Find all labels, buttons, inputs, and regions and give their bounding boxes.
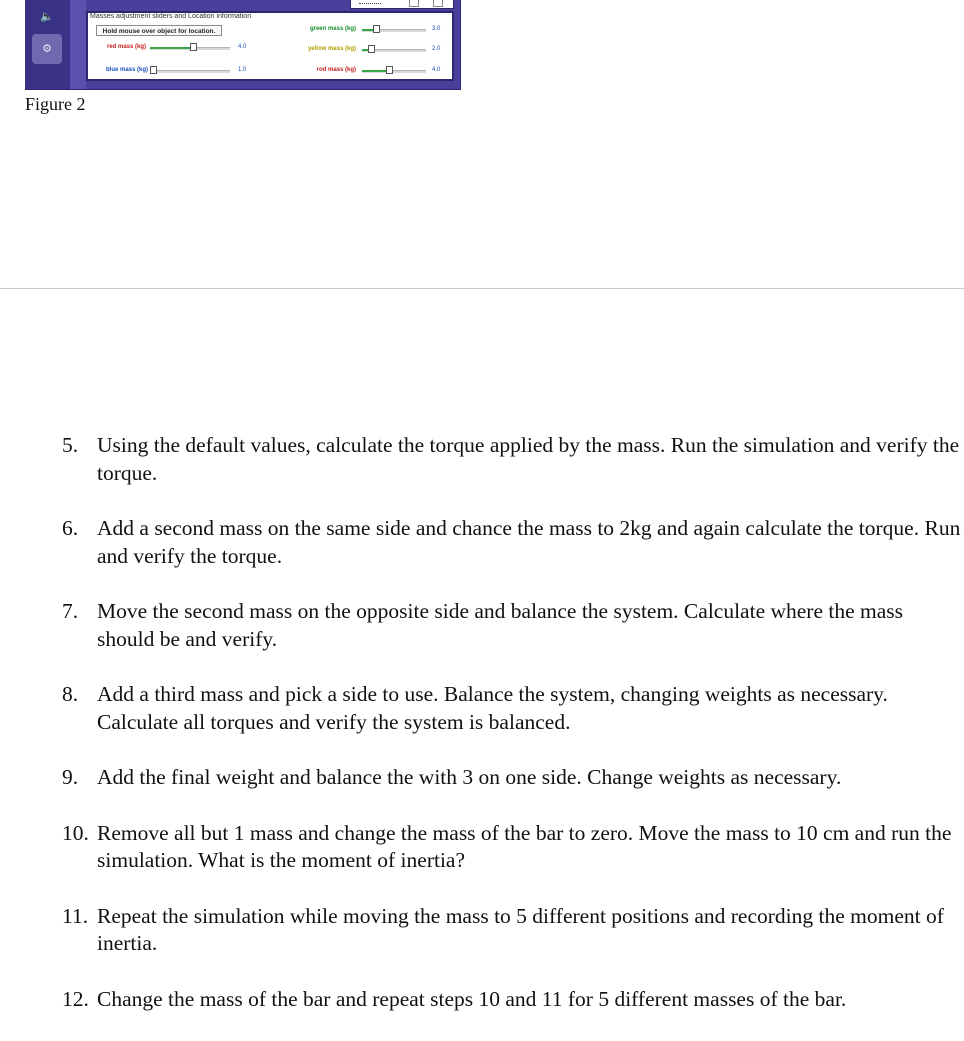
rod-mass-thumb[interactable] — [386, 66, 393, 74]
green-mass-value: 3.0 — [432, 26, 441, 32]
mass-sliders-panel — [86, 11, 454, 81]
step-number: 12. — [62, 986, 89, 1011]
rod-mass-slider-row — [268, 66, 448, 76]
top-readout-box — [350, 0, 454, 9]
readout-checkbox[interactable] — [433, 0, 443, 7]
instruction-list — [62, 432, 962, 1041]
readout-checkbox[interactable] — [409, 0, 419, 7]
blue-mass-thumb[interactable] — [150, 66, 157, 74]
blue-mass-label: blue mass (kg) — [105, 67, 148, 73]
green-mass-thumb[interactable] — [373, 25, 380, 33]
speaker-icon[interactable]: 🔈 — [40, 10, 54, 23]
green-mass-fill — [362, 29, 373, 31]
list-item — [62, 764, 962, 792]
list-item — [62, 681, 962, 736]
readout-dash — [359, 1, 381, 4]
red-mass-value: 4.0 — [238, 44, 247, 50]
step-text: Add a second mass on the same side and chance the mass to 2kg and again calculate the torque. Run and verify the torque. — [97, 516, 961, 568]
horizontal-divider — [0, 288, 964, 289]
red-mass-thumb[interactable] — [190, 43, 197, 51]
yellow-mass-value: 2.0 — [432, 46, 441, 52]
step-text: Add a third mass and pick a side to use. Balance the system, changing weights as necessary. Calculate all torques and verify the system is balanced. — [97, 682, 888, 734]
step-number: 8. — [62, 682, 79, 706]
list-item — [62, 903, 962, 958]
step-text: Remove all but 1 mass and change the mass of the bar to zero. Move the mass to 10 cm and run the simulation. What is the moment of inertia? — [97, 820, 952, 872]
list-item — [62, 432, 962, 487]
green-mass-slider-row — [268, 25, 448, 35]
rod-mass-value: 4.0 — [432, 67, 441, 73]
red-mass-label: red mass (kg) — [106, 44, 146, 50]
blue-mass-track[interactable] — [150, 70, 230, 73]
rod-mass-label: rod mass (kg) — [316, 67, 356, 73]
rod-mass-fill — [362, 70, 386, 72]
step-number: 9. — [62, 765, 79, 789]
red-mass-slider-row — [88, 43, 258, 53]
blue-mass-value: 1.0 — [238, 67, 247, 73]
step-number: 11. — [62, 903, 89, 928]
step-text: Change the mass of the bar and repeat steps 10 and 11 for 5 different masses of the bar. — [97, 986, 847, 1011]
step-number: 5. — [62, 433, 79, 457]
yellow-mass-slider-row — [268, 45, 448, 55]
step-number: 10. — [62, 820, 89, 845]
step-text: Move the second mass on the opposite side and balance the system. Calculate where the mass should be and verify. — [97, 599, 904, 651]
blue-mass-slider-row — [88, 66, 258, 76]
red-mass-fill — [150, 47, 190, 49]
step-text: Repeat the simulation while moving the mass to 5 different positions and recording the moment of inertia. — [97, 903, 944, 955]
list-item — [62, 598, 962, 653]
green-mass-label: green mass (kg) — [309, 26, 356, 32]
step-text: Add the final weight and balance the with 3 on one side. Change weights as necessary. — [97, 765, 842, 789]
list-item — [62, 515, 962, 570]
step-text: Using the default values, calculate the torque applied by the mass. Run the simulation and verify the torque. — [97, 433, 960, 485]
panel-frame — [70, 0, 86, 89]
settings-icon[interactable]: ⚙ — [32, 34, 62, 64]
list-item — [62, 820, 962, 875]
yellow-mass-thumb[interactable] — [368, 45, 375, 53]
yellow-mass-label: yellow mass (kg) — [307, 46, 356, 52]
list-item — [62, 986, 962, 1014]
simulation-screenshot — [25, 0, 461, 90]
simulation-sidebar — [25, 0, 70, 89]
panel-title: Masses adjustment sliders and Location information — [90, 13, 252, 20]
location-hint-button[interactable]: Hold mouse over object for location. — [96, 25, 222, 36]
figure-caption: Figure 2 — [25, 94, 86, 114]
step-number: 6. — [62, 516, 79, 540]
step-number: 7. — [62, 599, 79, 623]
